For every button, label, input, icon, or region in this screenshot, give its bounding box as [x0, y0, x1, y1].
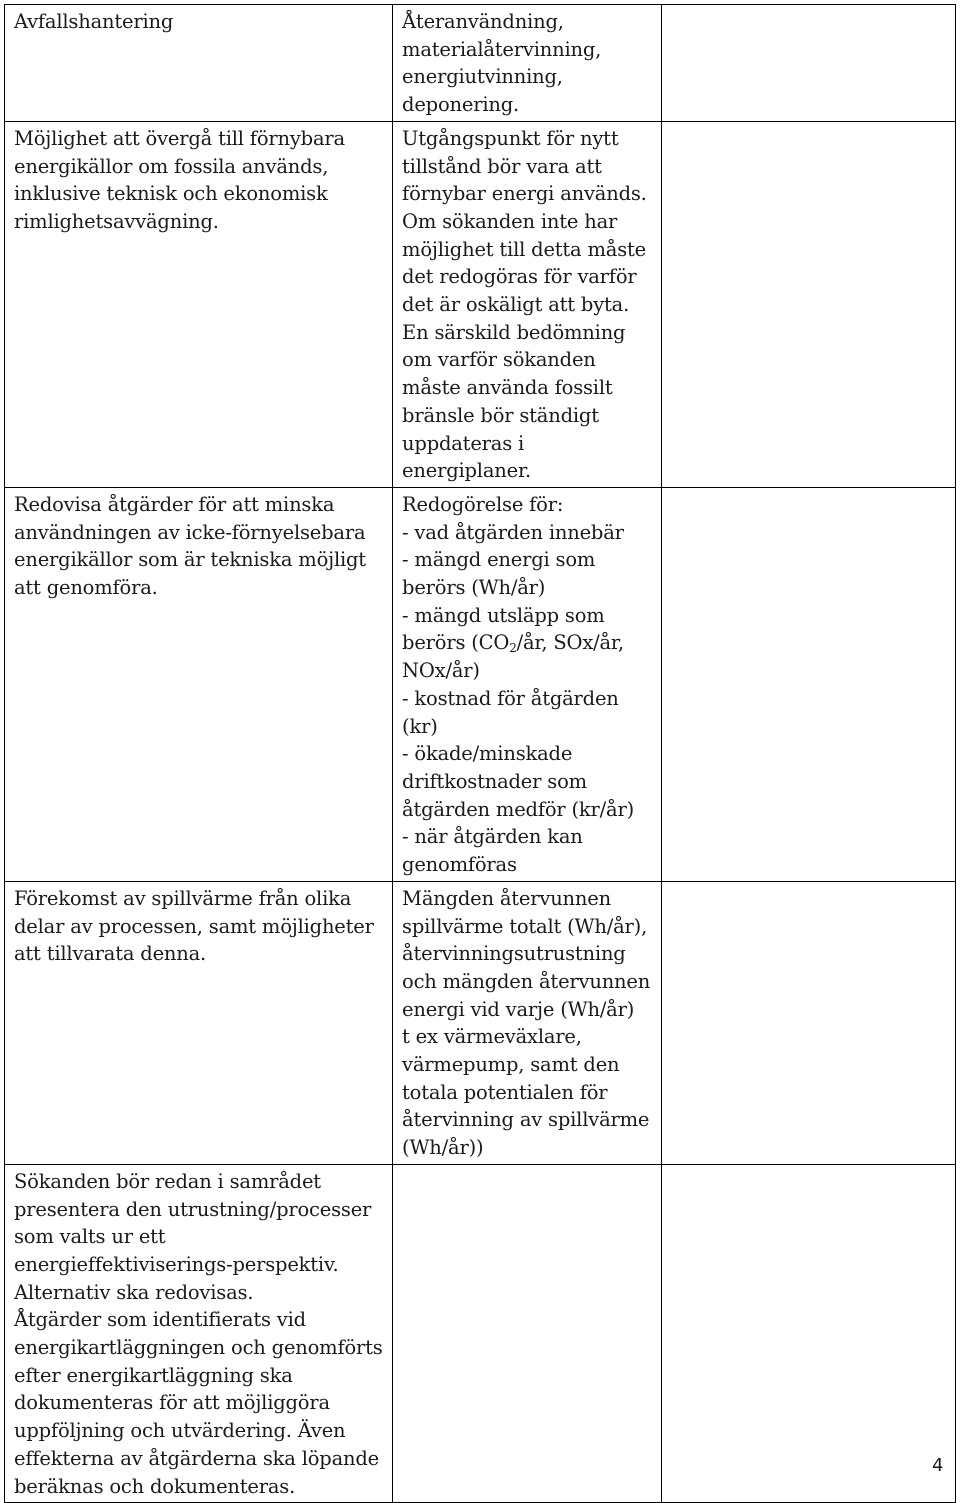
- row3-description: [402, 491, 653, 879]
- row5-topic-part2: Åtgärder som identifierats vid energikartläggningen och genomförts efter energikartläggning ska dokumenteras för att möjliggöra uppföljning och utvärdering. Även effekterna av åtgärderna ska löpande beräknas och dokumenteras.: [14, 1308, 383, 1498]
- row4-topic: Förekomst av spillvärme från olika delar av processen, samt möjligheter att tillvarata denna.: [14, 886, 374, 966]
- table-cell-empty: [662, 5, 956, 122]
- table-cell: [393, 881, 662, 1164]
- table-cell: [393, 487, 662, 881]
- table-cell: [5, 1164, 393, 1502]
- row1-topic: Avfallshantering: [14, 10, 174, 33]
- table-cell-empty: [662, 881, 956, 1164]
- row4-description: Mängden återvunnen spillvärme totalt (Wh/år), återvinningsutrustning och mängden återvunnen energi vid varje (Wh/år) t ex värmeväxlare, värmepump, samt den totala potentialen för återvinning av spillvärme (Wh/år)): [402, 886, 651, 1160]
- co2-subscript: 2: [509, 641, 517, 656]
- table-row: [5, 1164, 956, 1502]
- table-cell: [393, 121, 662, 487]
- requirements-table: [4, 4, 956, 1503]
- table-cell: [5, 5, 393, 122]
- table-row: [5, 487, 956, 881]
- table-cell: [393, 5, 662, 122]
- table-row: [5, 5, 956, 122]
- row2-topic: Möjlighet att övergå till förnybara energikällor om fossila används, inklusive teknisk och ekonomisk rimlighetsavvägning.: [14, 126, 345, 233]
- table-cell-empty: [393, 1164, 662, 1502]
- row3-topic: Redovisa åtgärder för att minska användningen av icke-förnyelsebara energikällor som är tekniska möjligt att genomföra.: [14, 492, 366, 600]
- table-cell-empty: [662, 487, 956, 881]
- table-cell: [5, 487, 393, 881]
- table-row: [5, 881, 956, 1164]
- table-cell-empty: [662, 121, 956, 487]
- page-number: 4: [932, 1455, 944, 1476]
- table-row: [5, 121, 956, 487]
- row3-description-part2: /år, SOx/år, NOx/år) - kostnad för åtgärden (kr) - ökade/minskade driftkostnader som åtgärden medför (kr/år) - när åtgärden kan genomföras: [402, 631, 634, 877]
- table-cell: [5, 881, 393, 1164]
- row2-description: Utgångspunkt för nytt tillstånd bör vara att förnybar energi används. Om sökanden inte har möjlighet till detta måste det redogöras för varför det är oskäligt att byta. En särskild bedömning om varför sökanden måste använda fossilt bränsle bör ständigt uppdateras i energiplaner.: [402, 126, 647, 483]
- table-cell: [5, 121, 393, 487]
- row1-description: Återanvändning, materialåtervinning, energiutvinning, deponering.: [402, 10, 602, 117]
- row5-topic-part1: Sökanden bör redan i samrådet presentera den utrustning/processer som valts ur ett energieffektiviserings-perspektiv. Alternativ ska redovisas.: [14, 1169, 372, 1304]
- row3-description-part1: Redogörelse för: - vad åtgärden innebär - mängd energi som berörs (Wh/år) - mängd utsläpp som berörs (CO: [402, 492, 624, 655]
- table-cell-empty: [662, 1164, 956, 1502]
